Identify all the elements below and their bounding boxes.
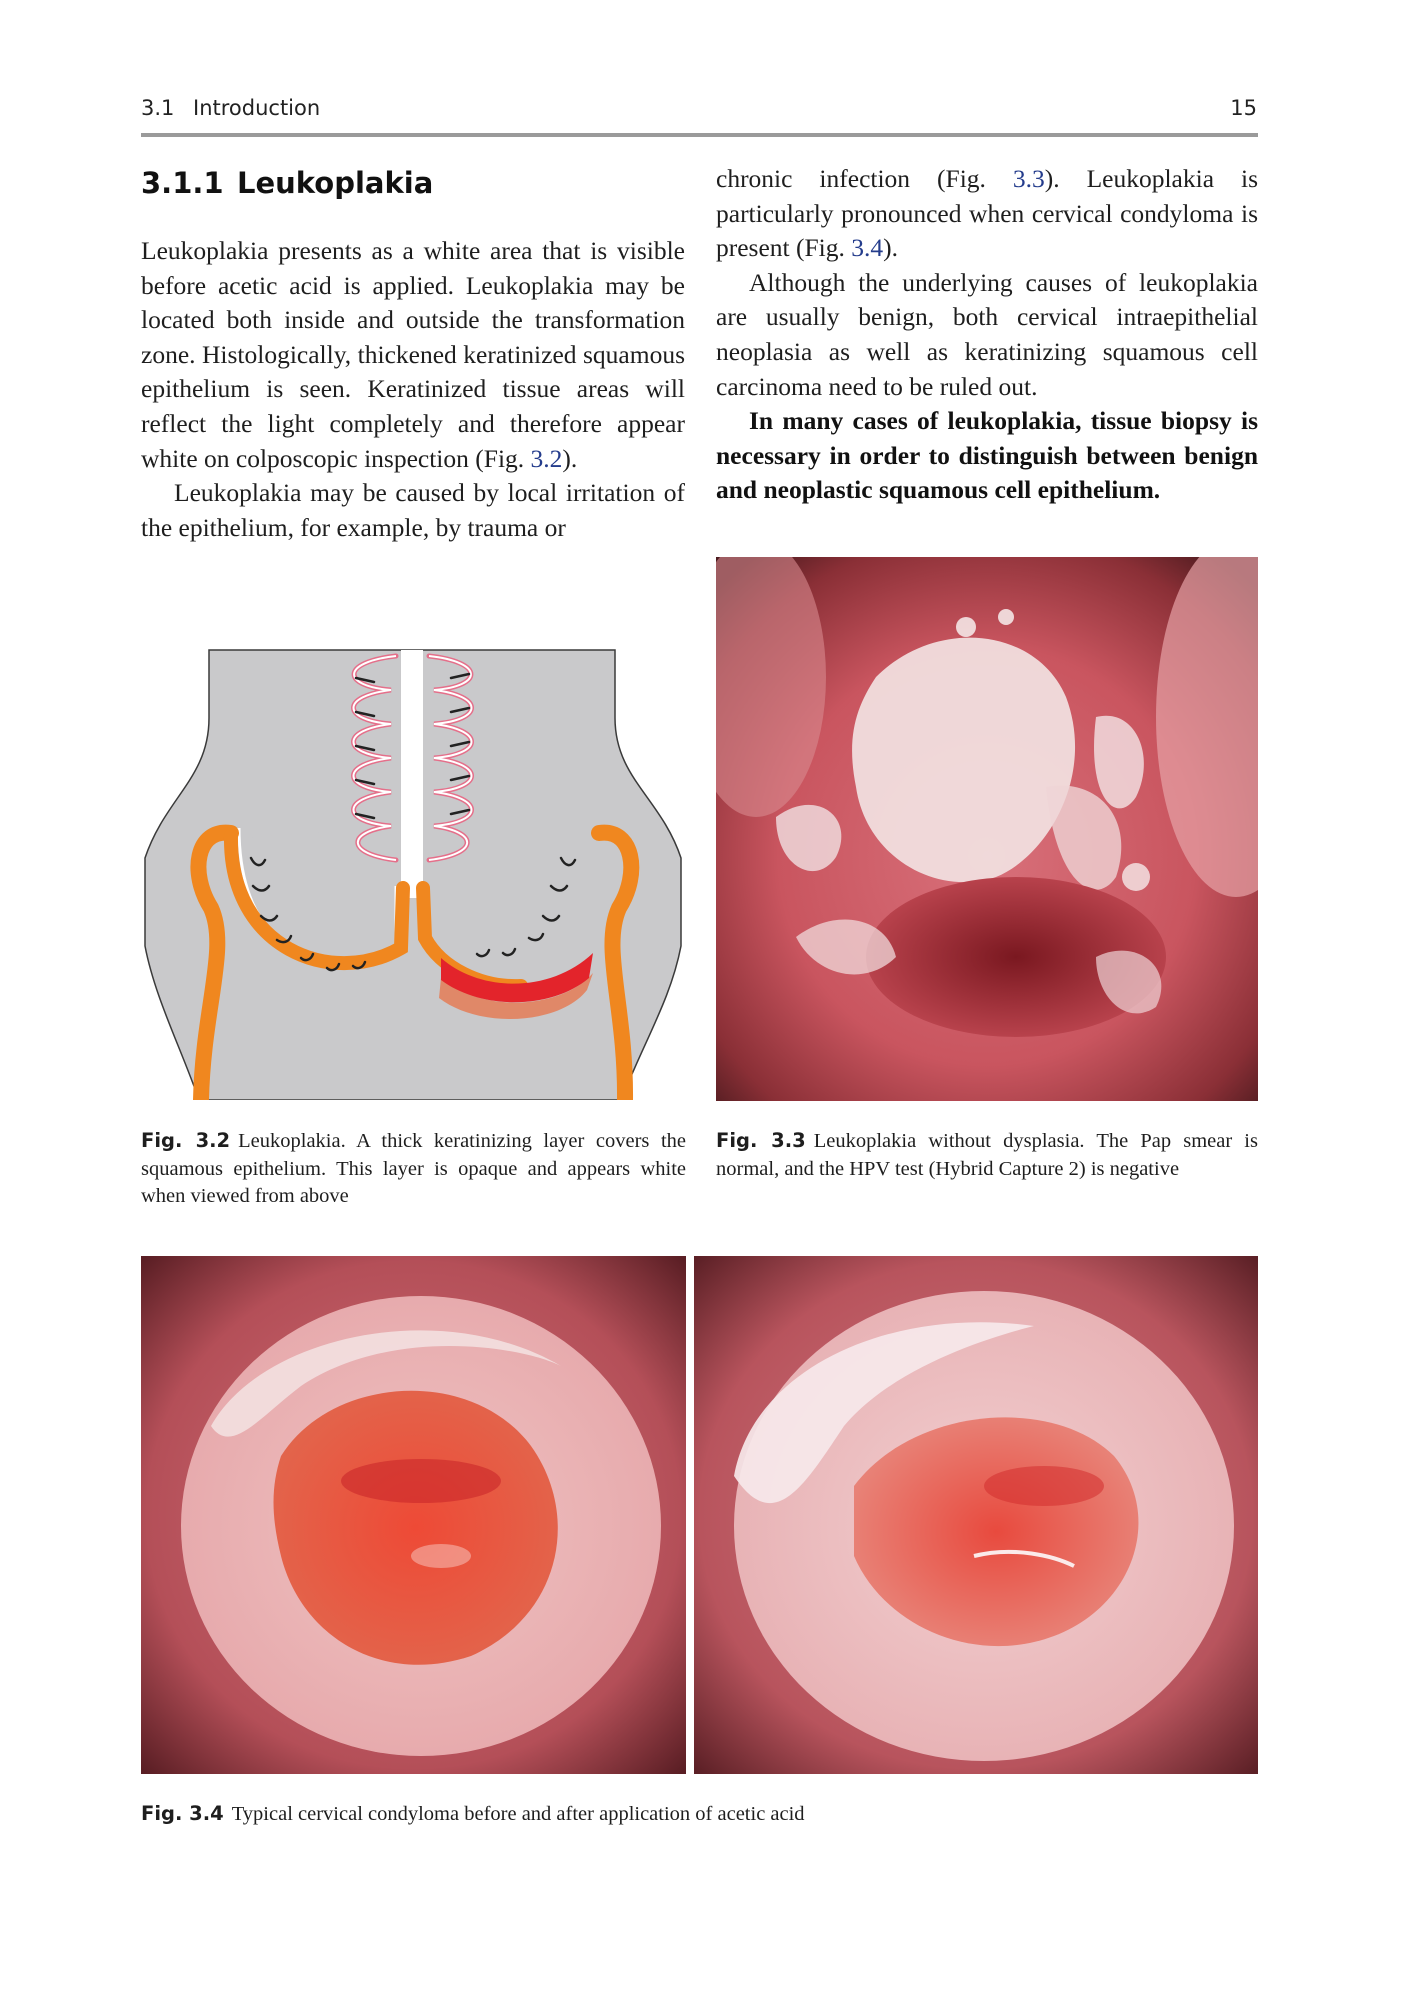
paragraph-1-text: Leukoplakia presents as a white area that is visible before acetic acid is applied. Leukoplakia may be located both inside and outside the transformation zone. Histologically, thickened keratinized squamous epithelium is seen. Keratinized tissue areas will reflect the light completely and therefore appear white on colposcopic inspection (Fig. <box>141 236 685 473</box>
fig-3-4-reference[interactable]: 3.4 <box>851 233 884 263</box>
paragraph-3-end: ). <box>883 233 899 263</box>
fig-3-2-reference[interactable]: 3.2 <box>530 443 563 473</box>
subsection-heading <box>141 166 433 200</box>
condyloma-after-acetic-acid-image <box>694 1256 1258 1774</box>
fig-3-3-reference[interactable]: 3.3 <box>1012 164 1045 193</box>
leukoplakia-colposcopy-image <box>716 557 1258 1101</box>
header-rule <box>141 133 1258 137</box>
paragraph-4: Although the underlying causes of leukoplakia are usually benign, both cervical intraepithelial neoplasia as well as keratinizing squamous cell carcinoma need to be ruled out. <box>716 267 1258 401</box>
subsection-title: Leukoplakia <box>237 166 434 200</box>
section-title: Introduction <box>193 96 321 120</box>
figure-3-3-label: Fig. 3.3 <box>716 1129 806 1152</box>
figure-3-3-caption <box>716 1127 1258 1183</box>
page-number: 15 <box>1230 96 1257 120</box>
right-column <box>716 162 1258 508</box>
paragraph-1 <box>141 234 685 476</box>
paragraph-3-start: chronic infection (Fig. <box>716 164 1013 193</box>
figure-3-4-label: Fig. 3.4 <box>141 1802 224 1825</box>
section-number: 3.1 <box>141 96 175 120</box>
cervical-canal <box>401 650 423 898</box>
paragraph-3 <box>716 162 1258 266</box>
figure-3-2-diagram <box>141 648 686 1100</box>
figure-3-2-label: Fig. 3.2 <box>141 1129 231 1152</box>
subsection-number: 3.1.1 <box>141 166 224 200</box>
key-statement: In many cases of leukoplakia, tissue biopsy is necessary in order to distinguish between benign and neoplastic squamous cell epithelium. <box>716 406 1258 505</box>
cervix-cross-section-diagram <box>141 648 686 1100</box>
left-column <box>141 234 685 545</box>
paragraph-2: Leukoplakia may be caused by local irritation of the epithelium, for example, by trauma or <box>141 478 685 542</box>
figure-3-4-caption-text: Typical cervical condyloma before and after application of acetic acid <box>231 1803 805 1825</box>
figure-3-2-caption-text: Leukoplakia. A thick keratinizing layer covers the squamous epithelium. This layer is opaque and appears white when viewed from above <box>141 1130 686 1207</box>
figure-3-4-after-photo <box>694 1256 1258 1774</box>
condyloma-before-acetic-acid-image <box>141 1256 686 1774</box>
figure-3-3-photo <box>716 557 1258 1101</box>
running-header <box>141 96 1257 126</box>
figure-3-2-caption <box>141 1127 686 1211</box>
paragraph-1-end: ). <box>562 443 578 473</box>
paragraph-3-mid: ). Leukoplakia is particularly pronounced when cervical condyloma is present (Fig. <box>716 164 1259 263</box>
figure-3-3-caption-text: Leukoplakia without dysplasia. The Pap smear is normal, and the HPV test (Hybrid Capture 2) is negative <box>716 1130 1258 1180</box>
figure-3-4-before-photo <box>141 1256 686 1774</box>
figure-3-4-caption <box>141 1800 1258 1829</box>
